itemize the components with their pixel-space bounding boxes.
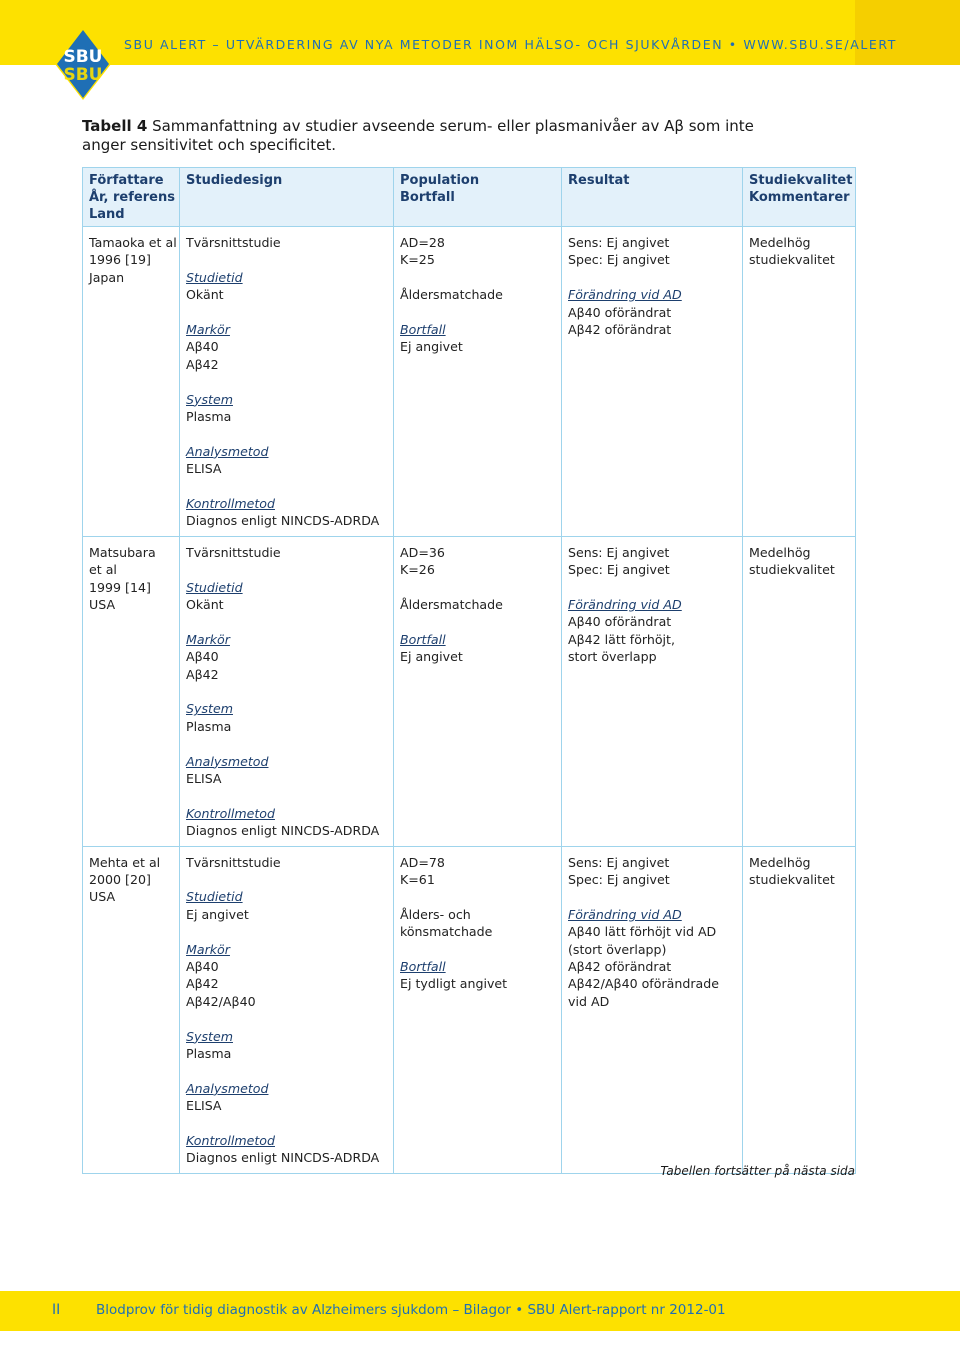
spacer <box>186 871 387 888</box>
field-label: Studietid <box>186 889 243 905</box>
population-cell <box>394 846 562 1173</box>
header-line: Resultat <box>568 173 630 188</box>
cell-text: Aβ40 <box>186 649 219 665</box>
design-cell <box>180 536 394 846</box>
cell-text: Aβ42 <box>186 356 219 372</box>
cell-text: Matsubara <box>89 544 156 560</box>
cell-text: AD=28 <box>400 235 445 250</box>
studies-table <box>82 167 856 1174</box>
cell-text: Plasma <box>186 409 232 425</box>
cell-text: Medelhög <box>749 544 811 560</box>
field-label: Förändring vid AD <box>568 906 682 922</box>
cell-text: stort överlapp <box>568 649 657 665</box>
cell-text: AD=36 <box>400 544 445 560</box>
table-header-row <box>83 168 856 227</box>
spacer <box>568 269 736 286</box>
field-label-line <box>186 443 387 460</box>
cell-text: Plasma <box>186 718 232 734</box>
cell-text: vid AD <box>568 993 610 1009</box>
cell-text: Sens: Ej angivet <box>568 544 670 560</box>
spacer <box>400 579 555 596</box>
cell-text: Ålders- och <box>400 906 471 922</box>
field-label-line <box>568 286 736 303</box>
cell-text: Ej angivet <box>186 906 249 922</box>
header-line: År, referens <box>89 190 175 205</box>
field-label-line <box>568 596 736 613</box>
field-label-line <box>186 495 387 512</box>
cell-text: Japan <box>89 269 125 285</box>
spacer <box>400 941 555 958</box>
field-label: Analysmetod <box>186 443 269 459</box>
running-title: SBU ALERT – UTVÄRDERING AV NYA METODER INOM HÄLSO- OCH SJUKVÅRDEN • WWW.SBU.SE/ALERT <box>124 37 898 52</box>
cell-text: Aβ42 lätt förhöjt, <box>568 631 675 647</box>
field-label-line <box>186 631 387 648</box>
field-label-line <box>400 321 555 338</box>
cell-text: Diagnos enligt NINCDS-ADRDA <box>186 823 380 839</box>
field-label-line <box>186 391 387 408</box>
cell-text: Aβ42 oförändrat <box>568 959 672 975</box>
field-label: Förändring vid AD <box>568 287 682 303</box>
field-label: Analysmetod <box>186 753 269 769</box>
cell-text: 1996 [19] <box>89 252 151 268</box>
cell-text: Aβ40 lätt förhöjt vid AD <box>568 924 717 940</box>
design-cell <box>180 227 394 537</box>
cell-text: USA <box>89 889 116 905</box>
field-label: Kontrollmetod <box>186 1133 275 1149</box>
caption-label: Tabell 4 <box>82 117 148 135</box>
cell-text: Åldersmatchade <box>400 287 503 303</box>
spacer <box>568 579 736 596</box>
header-line: Kommentarer <box>749 190 850 205</box>
field-label: Bortfall <box>400 322 446 337</box>
spacer <box>186 1010 387 1027</box>
cell-text: könsmatchade <box>400 924 493 940</box>
svg-text:SBU: SBU <box>63 65 103 85</box>
cell-text: (stort överlapp) <box>568 941 667 957</box>
cell-text: Diagnos enligt NINCDS-ADRDA <box>186 1150 380 1166</box>
spacer <box>186 735 387 752</box>
cell-text: Spec: Ej angivet <box>568 252 670 268</box>
field-label-line <box>186 579 387 596</box>
field-label: Markör <box>186 941 230 957</box>
quality-cell <box>743 846 856 1173</box>
header-line: Bortfall <box>400 190 455 205</box>
cell-text: Medelhög <box>749 235 811 250</box>
cell-text: Spec: Ej angivet <box>568 562 670 578</box>
caption-text: Sammanfattning av studier avseende serum- eller plasmanivåer av Aβ som inte anger sensitivitet och specificitet. <box>82 117 754 154</box>
author-cell <box>83 846 180 1173</box>
field-label-line <box>186 321 387 338</box>
spacer <box>186 1062 387 1079</box>
field-label: Studietid <box>186 579 243 595</box>
field-label: Kontrollmetod <box>186 805 275 821</box>
cell-text: Okänt <box>186 597 224 613</box>
header-line: Land <box>89 207 125 222</box>
spacer <box>400 613 555 630</box>
field-label-line <box>186 1080 387 1097</box>
cell-text: Ej angivet <box>400 339 463 355</box>
header-author <box>83 168 180 227</box>
cell-text: Aβ40 oförändrat <box>568 304 672 320</box>
cell-text: Aβ40 <box>186 959 219 975</box>
cell-text: studiekvalitet <box>749 872 835 888</box>
field-label-line <box>186 700 387 717</box>
table-row <box>83 536 856 846</box>
cell-text: ELISA <box>186 1098 222 1114</box>
cell-text: Tvärsnittstudie <box>186 235 281 250</box>
page-number: II <box>52 1302 61 1318</box>
table-caption <box>82 117 782 155</box>
cell-text: AD=78 <box>400 854 445 870</box>
field-label-line <box>186 1132 387 1149</box>
header-accent <box>855 0 960 65</box>
cell-text: K=61 <box>400 872 435 888</box>
cell-text: Medelhög <box>749 854 811 870</box>
field-label: Kontrollmetod <box>186 496 275 512</box>
spacer <box>400 888 555 905</box>
cell-text: Aβ40 <box>186 339 219 355</box>
result-cell <box>562 846 743 1173</box>
cell-text: USA <box>89 597 116 613</box>
field-label: System <box>186 391 233 407</box>
cell-text: Aβ42 oförändrat <box>568 322 672 338</box>
header-quality <box>743 168 856 227</box>
field-label-line <box>400 958 555 975</box>
spacer <box>186 425 387 442</box>
table-row <box>83 227 856 537</box>
field-label-line <box>400 631 555 648</box>
cell-text: Aβ42/Aβ40 oförändrade <box>568 976 719 992</box>
result-cell <box>562 227 743 537</box>
field-label-line <box>186 269 387 286</box>
field-label-line <box>186 1028 387 1045</box>
author-cell <box>83 227 180 537</box>
field-label: System <box>186 701 233 717</box>
header-line: Författare <box>89 173 164 188</box>
field-label-line <box>186 753 387 770</box>
sbu-logo-icon <box>55 28 111 100</box>
result-cell <box>562 536 743 846</box>
field-label: Studietid <box>186 269 243 285</box>
cell-text: Åldersmatchade <box>400 597 503 613</box>
spacer <box>186 683 387 700</box>
field-label-line <box>186 805 387 822</box>
spacer <box>186 251 387 268</box>
cell-text: Mehta et al <box>89 854 161 870</box>
spacer <box>568 888 736 905</box>
field-label: System <box>186 1028 233 1044</box>
cell-text: Aβ42/Aβ40 <box>186 993 256 1009</box>
field-label: Förändring vid AD <box>568 597 682 613</box>
spacer <box>186 1115 387 1132</box>
cell-text: studiekvalitet <box>749 252 835 268</box>
spacer <box>186 613 387 630</box>
header-line: Studiedesign <box>186 173 283 188</box>
cell-text: Ej angivet <box>400 649 463 665</box>
cell-text: 1999 [14] <box>89 579 151 595</box>
cell-text: K=25 <box>400 252 435 268</box>
population-cell <box>394 227 562 537</box>
quality-cell <box>743 536 856 846</box>
field-label: Markör <box>186 322 230 337</box>
author-cell <box>83 536 180 846</box>
spacer <box>400 304 555 321</box>
spacer <box>400 269 555 286</box>
field-label-line <box>186 888 387 905</box>
continues-note: Tabellen fortsätter på nästa sida <box>660 1164 855 1178</box>
field-label: Bortfall <box>400 631 446 647</box>
cell-text: Diagnos enligt NINCDS-ADRDA <box>186 513 380 529</box>
cell-text: Tamaoka et al <box>89 235 177 250</box>
header-bar <box>0 0 960 65</box>
header-population <box>394 168 562 227</box>
cell-text: Okänt <box>186 287 224 303</box>
cell-text: ELISA <box>186 461 222 477</box>
spacer <box>186 304 387 321</box>
footer-bar <box>0 1291 960 1331</box>
cell-text: Aβ40 oförändrat <box>568 614 672 630</box>
cell-text: Tvärsnittstudie <box>186 854 281 870</box>
svg-text:SBU: SBU <box>63 47 103 67</box>
field-label: Bortfall <box>400 959 446 975</box>
design-cell <box>180 846 394 1173</box>
cell-text: Aβ42 <box>186 666 219 682</box>
spacer <box>186 478 387 495</box>
header-result <box>562 168 743 227</box>
cell-text: K=26 <box>400 562 435 578</box>
cell-text: Tvärsnittstudie <box>186 544 281 560</box>
field-label-line <box>568 906 736 923</box>
cell-text: studiekvalitet <box>749 562 835 578</box>
spacer <box>186 373 387 390</box>
field-label: Analysmetod <box>186 1080 269 1096</box>
cell-text: Aβ42 <box>186 976 219 992</box>
header-line: Population <box>400 173 480 188</box>
cell-text: 2000 [20] <box>89 872 151 888</box>
cell-text: ELISA <box>186 771 222 787</box>
table-row <box>83 846 856 1173</box>
spacer <box>186 923 387 940</box>
header-line: Studiekvalitet <box>749 173 853 188</box>
cell-text: Sens: Ej angivet <box>568 854 670 870</box>
cell-text: Spec: Ej angivet <box>568 872 670 888</box>
field-label-line <box>186 941 387 958</box>
population-cell <box>394 536 562 846</box>
cell-text: Ej tydligt angivet <box>400 976 508 992</box>
spacer <box>186 787 387 804</box>
quality-cell <box>743 227 856 537</box>
spacer <box>186 561 387 578</box>
header-design <box>180 168 394 227</box>
cell-text: Plasma <box>186 1046 232 1062</box>
footer-text: Blodprov för tidig diagnostik av Alzheimers sjukdom – Bilagor • SBU Alert-rapport nr 2012-01 <box>96 1302 726 1318</box>
field-label: Markör <box>186 631 230 647</box>
cell-text: et al <box>89 562 117 578</box>
cell-text: Sens: Ej angivet <box>568 235 670 250</box>
